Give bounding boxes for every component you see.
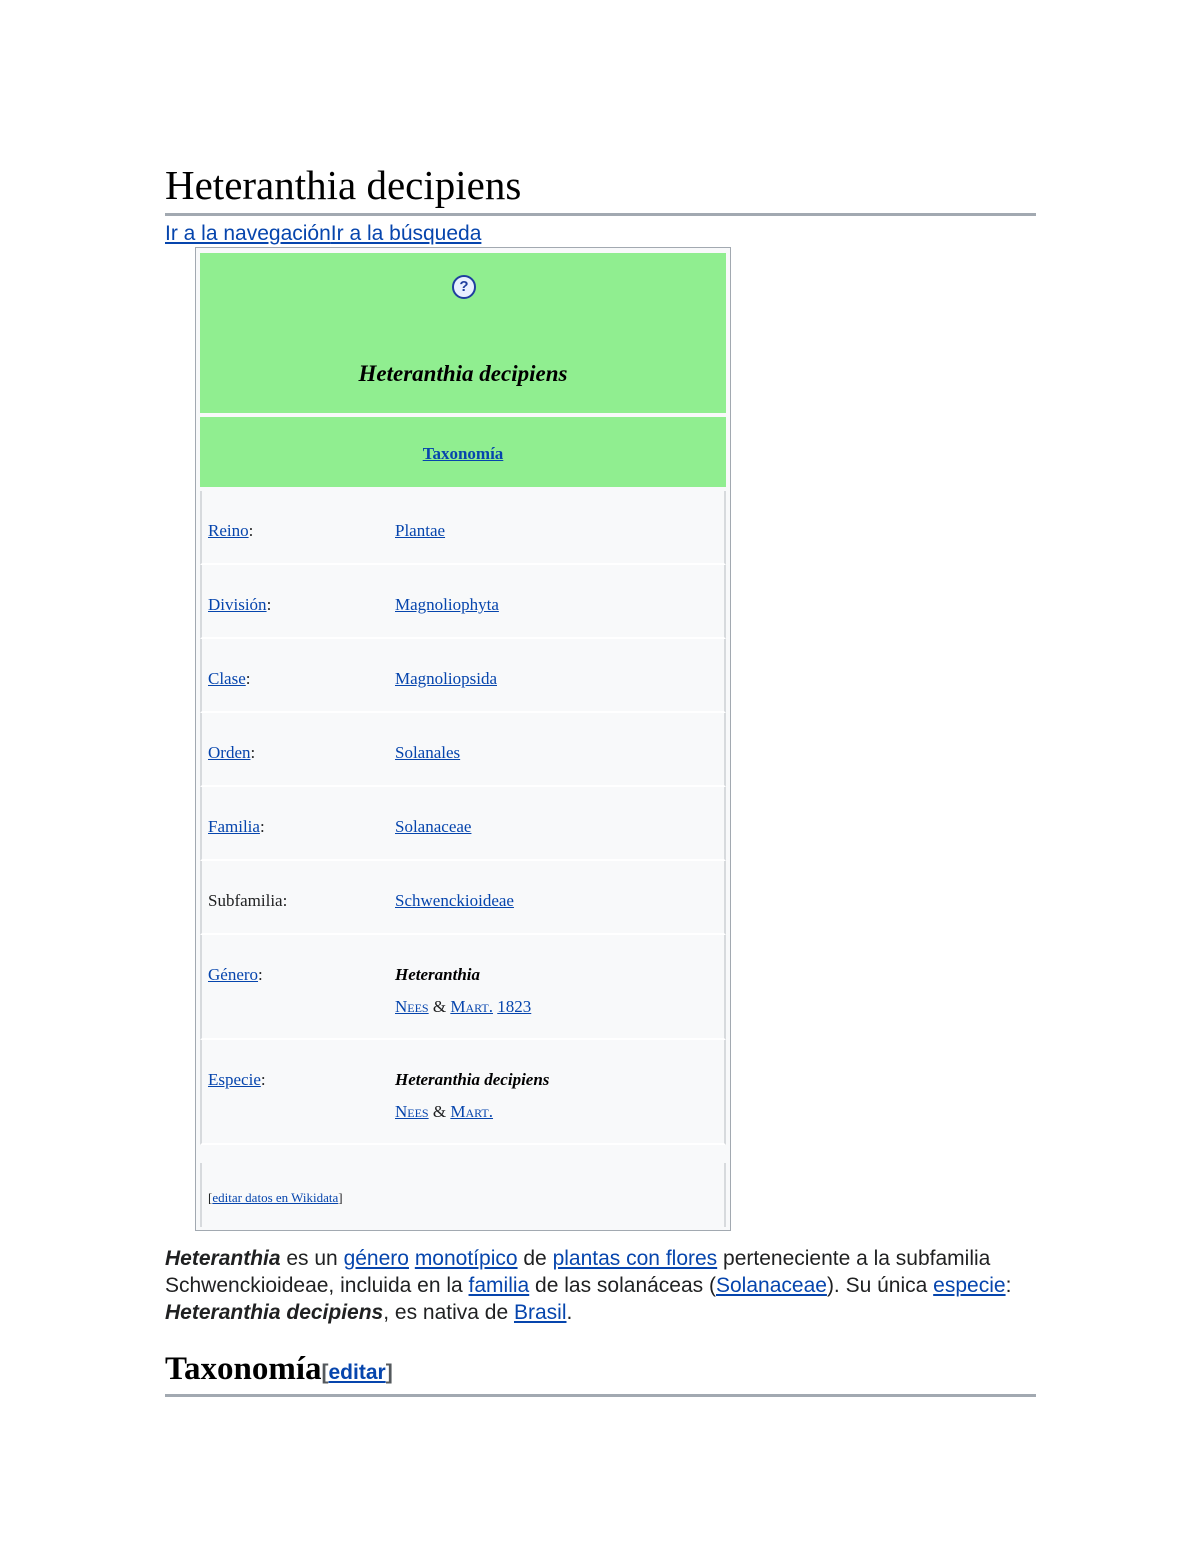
- section-edit: [editar]: [321, 1361, 393, 1384]
- species-authority: Nees & Mart.: [395, 1102, 494, 1121]
- brasil-link[interactable]: Brasil: [513, 1301, 567, 1324]
- species-author-nees-link[interactable]: Nees: [395, 1102, 429, 1121]
- taxobox-header: [200, 253, 726, 413]
- taxobox-title: Heteranthia decipiens: [358, 361, 568, 386]
- text-run: de: [517, 1247, 553, 1270]
- subfamilia-value-link[interactable]: Schwenckioideae: [395, 891, 514, 910]
- reino-label-link[interactable]: Reino: [208, 521, 249, 540]
- section-edit-link[interactable]: editar: [328, 1361, 386, 1384]
- taxobox-row-clase: Clase: Magnoliopsida: [200, 639, 726, 713]
- species-name: Heteranthia decipiens: [395, 1070, 550, 1089]
- taxobox-row-genero: Género: Heteranthia Nees & Mart. 1823: [200, 935, 726, 1040]
- section-heading-text: Taxonomía: [165, 1351, 322, 1387]
- taxobox-row-familia: Familia: Solanaceae: [200, 787, 726, 861]
- taxobox-taxonomy-header: [200, 417, 726, 487]
- taxobox-row-orden: Orden: Solanales: [200, 713, 726, 787]
- species-bold: Heteranthia decipiens: [165, 1301, 384, 1324]
- text-run: ). Su única: [826, 1274, 934, 1297]
- genero-label-link[interactable]: Género: [208, 965, 259, 984]
- article: [165, 160, 1036, 1387]
- section-heading-taxonomia: [165, 1350, 1036, 1397]
- especie-link[interactable]: especie: [933, 1274, 1006, 1297]
- clase-label-link[interactable]: Clase: [208, 669, 246, 688]
- text-run: de las solanáceas (: [529, 1274, 716, 1297]
- jump-to-navigation-link[interactable]: Ir a la navegación: [165, 222, 331, 246]
- familia-label-link[interactable]: Familia: [208, 817, 260, 836]
- text-run: perteneciente a la subfamilia Schwenckioideae, incluida en la: [165, 1247, 991, 1297]
- orden-label-link[interactable]: Orden: [208, 743, 251, 762]
- monotipico-link[interactable]: monotípico: [414, 1247, 518, 1270]
- taxobox-row-especie: Especie: Heteranthia decipiens Nees & Mart.: [200, 1040, 726, 1145]
- text-run: es un: [280, 1247, 344, 1270]
- plantas-con-flores-link[interactable]: plantas con flores: [552, 1247, 718, 1270]
- taxonomy-link[interactable]: Taxonomía: [422, 444, 504, 463]
- genero-link[interactable]: género: [343, 1247, 409, 1270]
- division-value-link[interactable]: Magnoliophyta: [395, 595, 499, 614]
- genus-bold: Heteranthia: [165, 1247, 281, 1270]
- orden-value-link[interactable]: Solanales: [395, 743, 461, 762]
- taxobox-footer: [editar datos en Wikidata]: [200, 1163, 726, 1227]
- taxobox-rows: [200, 491, 730, 1145]
- text-run: , es nativa de: [383, 1301, 514, 1324]
- especie-label-link[interactable]: Especie: [208, 1070, 261, 1089]
- taxobox: [195, 247, 731, 1231]
- genus-name: Heteranthia: [395, 965, 481, 984]
- author-mart-link[interactable]: Mart.: [450, 997, 494, 1016]
- familia-link[interactable]: familia: [468, 1274, 530, 1297]
- jump-links: [165, 222, 1036, 245]
- help-icon[interactable]: ?: [452, 275, 476, 299]
- solanaceae-link[interactable]: Solanaceae: [716, 1274, 827, 1297]
- taxobox-row-reino: Reino: Plantae: [200, 491, 726, 565]
- author-nees-link[interactable]: Nees: [395, 997, 429, 1016]
- genus-year-link[interactable]: 1823: [497, 997, 532, 1016]
- edit-wikidata-link[interactable]: editar datos en Wikidata: [212, 1190, 339, 1205]
- familia-value-link[interactable]: Solanaceae: [395, 817, 472, 836]
- intro-paragraph: [165, 1245, 1036, 1326]
- text-run: .: [566, 1301, 573, 1324]
- taxobox-row-division: División: Magnoliophyta: [200, 565, 726, 639]
- page-title: Heteranthia decipiens: [165, 160, 1036, 216]
- jump-to-search-link[interactable]: Ir a la búsqueda: [330, 222, 482, 246]
- division-label-link[interactable]: División: [208, 595, 267, 614]
- clase-value-link[interactable]: Magnoliopsida: [395, 669, 497, 688]
- reino-value-link[interactable]: Plantae: [395, 521, 446, 540]
- species-author-mart-link[interactable]: Mart.: [450, 1102, 494, 1121]
- subfamilia-label: Subfamilia: [208, 891, 283, 910]
- taxobox-row-subfamilia: Subfamilia: Schwenckioideae: [200, 861, 726, 935]
- text-run: :: [1005, 1274, 1012, 1297]
- genus-authority: Nees & Mart. 1823: [395, 997, 532, 1016]
